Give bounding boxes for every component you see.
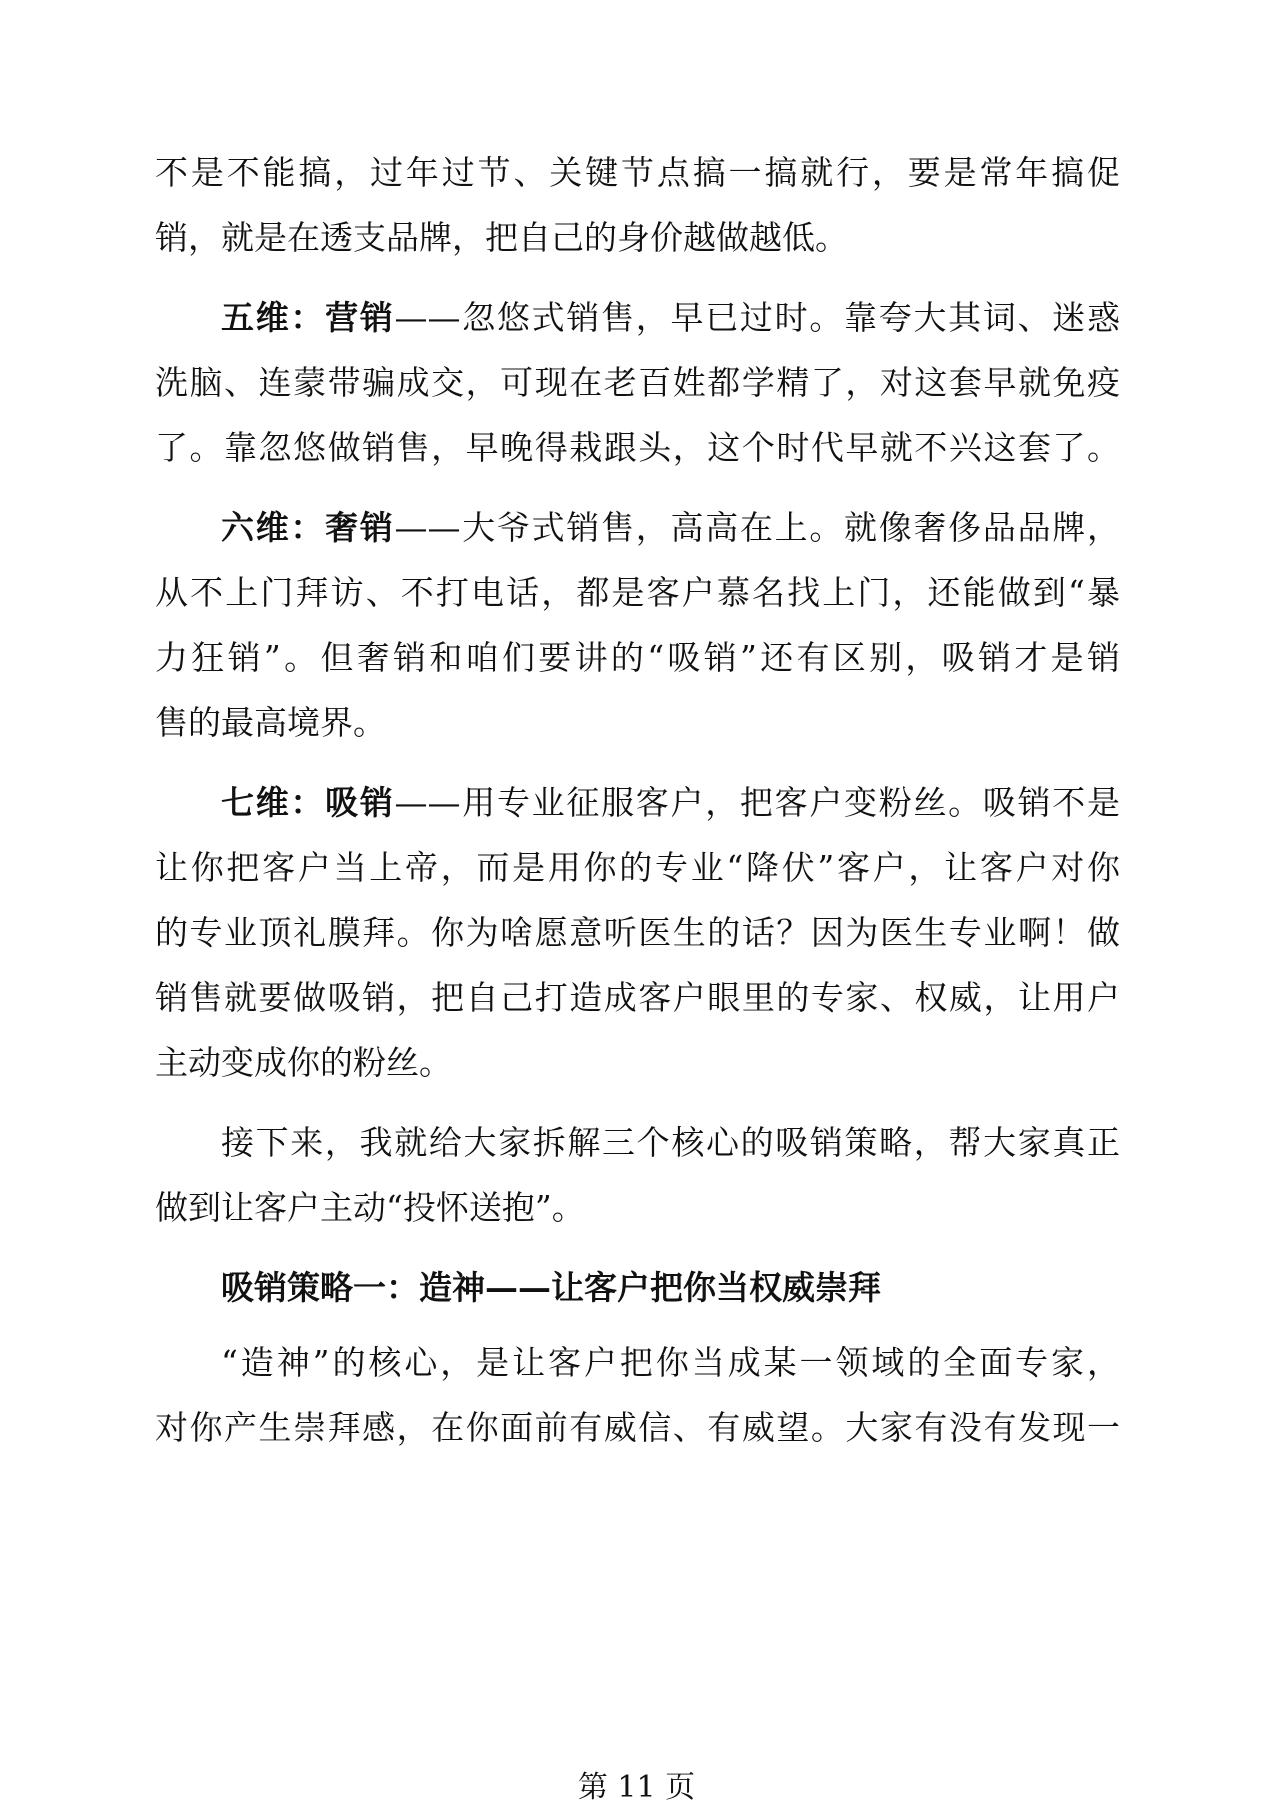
paragraph-heading: 七维：吸销: [221, 783, 395, 822]
paragraph-line: 力狂销”。但奢销和咱们要讲的“吸销”还有区别，吸销才是销: [155, 638, 1120, 677]
paragraph-line: 让你把客户当上帝，而是用你的专业“降伏”客户，让客户对你: [155, 848, 1120, 887]
paragraph-line: 主动变成你的粉丝。: [155, 1043, 452, 1082]
paragraph-text: ——用专业征服客户，把客户变粉丝。吸销不是: [394, 783, 1121, 822]
paragraph-text: ——大爷式销售，高高在上。就像奢侈品品牌，: [394, 508, 1121, 547]
paragraph-line: 从不上门拜访、不打电话，都是客户慕名找上门，还能做到“暴: [155, 573, 1120, 612]
paragraph-line: 销售就要做吸销，把自己打造成客户眼里的专家、权威，让用户: [155, 978, 1120, 1017]
paragraph-first-line: “造神”的核心，是让客户把你当成某一领域的全面专家，: [221, 1343, 1120, 1382]
paragraph-first-line: [221, 780, 1120, 826]
section-title: 吸销策略一：造神——让客户把你当权威崇拜: [221, 1268, 881, 1307]
page-number: 第 11 页: [577, 1770, 696, 1805]
paragraph-line: 的专业顶礼膜拜。你为啥愿意听医生的话？因为医生专业啊！做: [155, 913, 1120, 952]
paragraph-line: 对你产生崇拜感，在你面前有威信、有威望。大家有没有发现一: [155, 1408, 1120, 1447]
paragraph-heading: 五维：营销: [221, 298, 395, 337]
paragraph-text: ——忽悠式销售，早已过时。靠夸大其词、迷惑: [394, 298, 1121, 337]
paragraph-line: 做到让客户主动“投怀送抱”。: [155, 1188, 585, 1227]
paragraph-line: 不是不能搞，过年过节、关键节点搞一搞就行，要是常年搞促: [155, 153, 1120, 192]
paragraph-first-line: [221, 295, 1120, 341]
paragraph-line: 了。靠忽悠做销售，早晚得栽跟头，这个时代早就不兴这套了。: [155, 428, 1120, 467]
paragraph-line: 售的最高境界。: [155, 703, 386, 742]
paragraph-line: 洗脑、连蒙带骗成交，可现在老百姓都学精了，对这套早就免疫: [155, 363, 1120, 402]
paragraph-heading: 六维：奢销: [221, 508, 395, 547]
paragraph-first-line: 接下来，我就给大家拆解三个核心的吸销策略，帮大家真正: [221, 1123, 1120, 1162]
paragraph-line: 销，就是在透支品牌，把自己的身价越做越低。: [155, 218, 848, 257]
paragraph-first-line: [221, 505, 1120, 551]
